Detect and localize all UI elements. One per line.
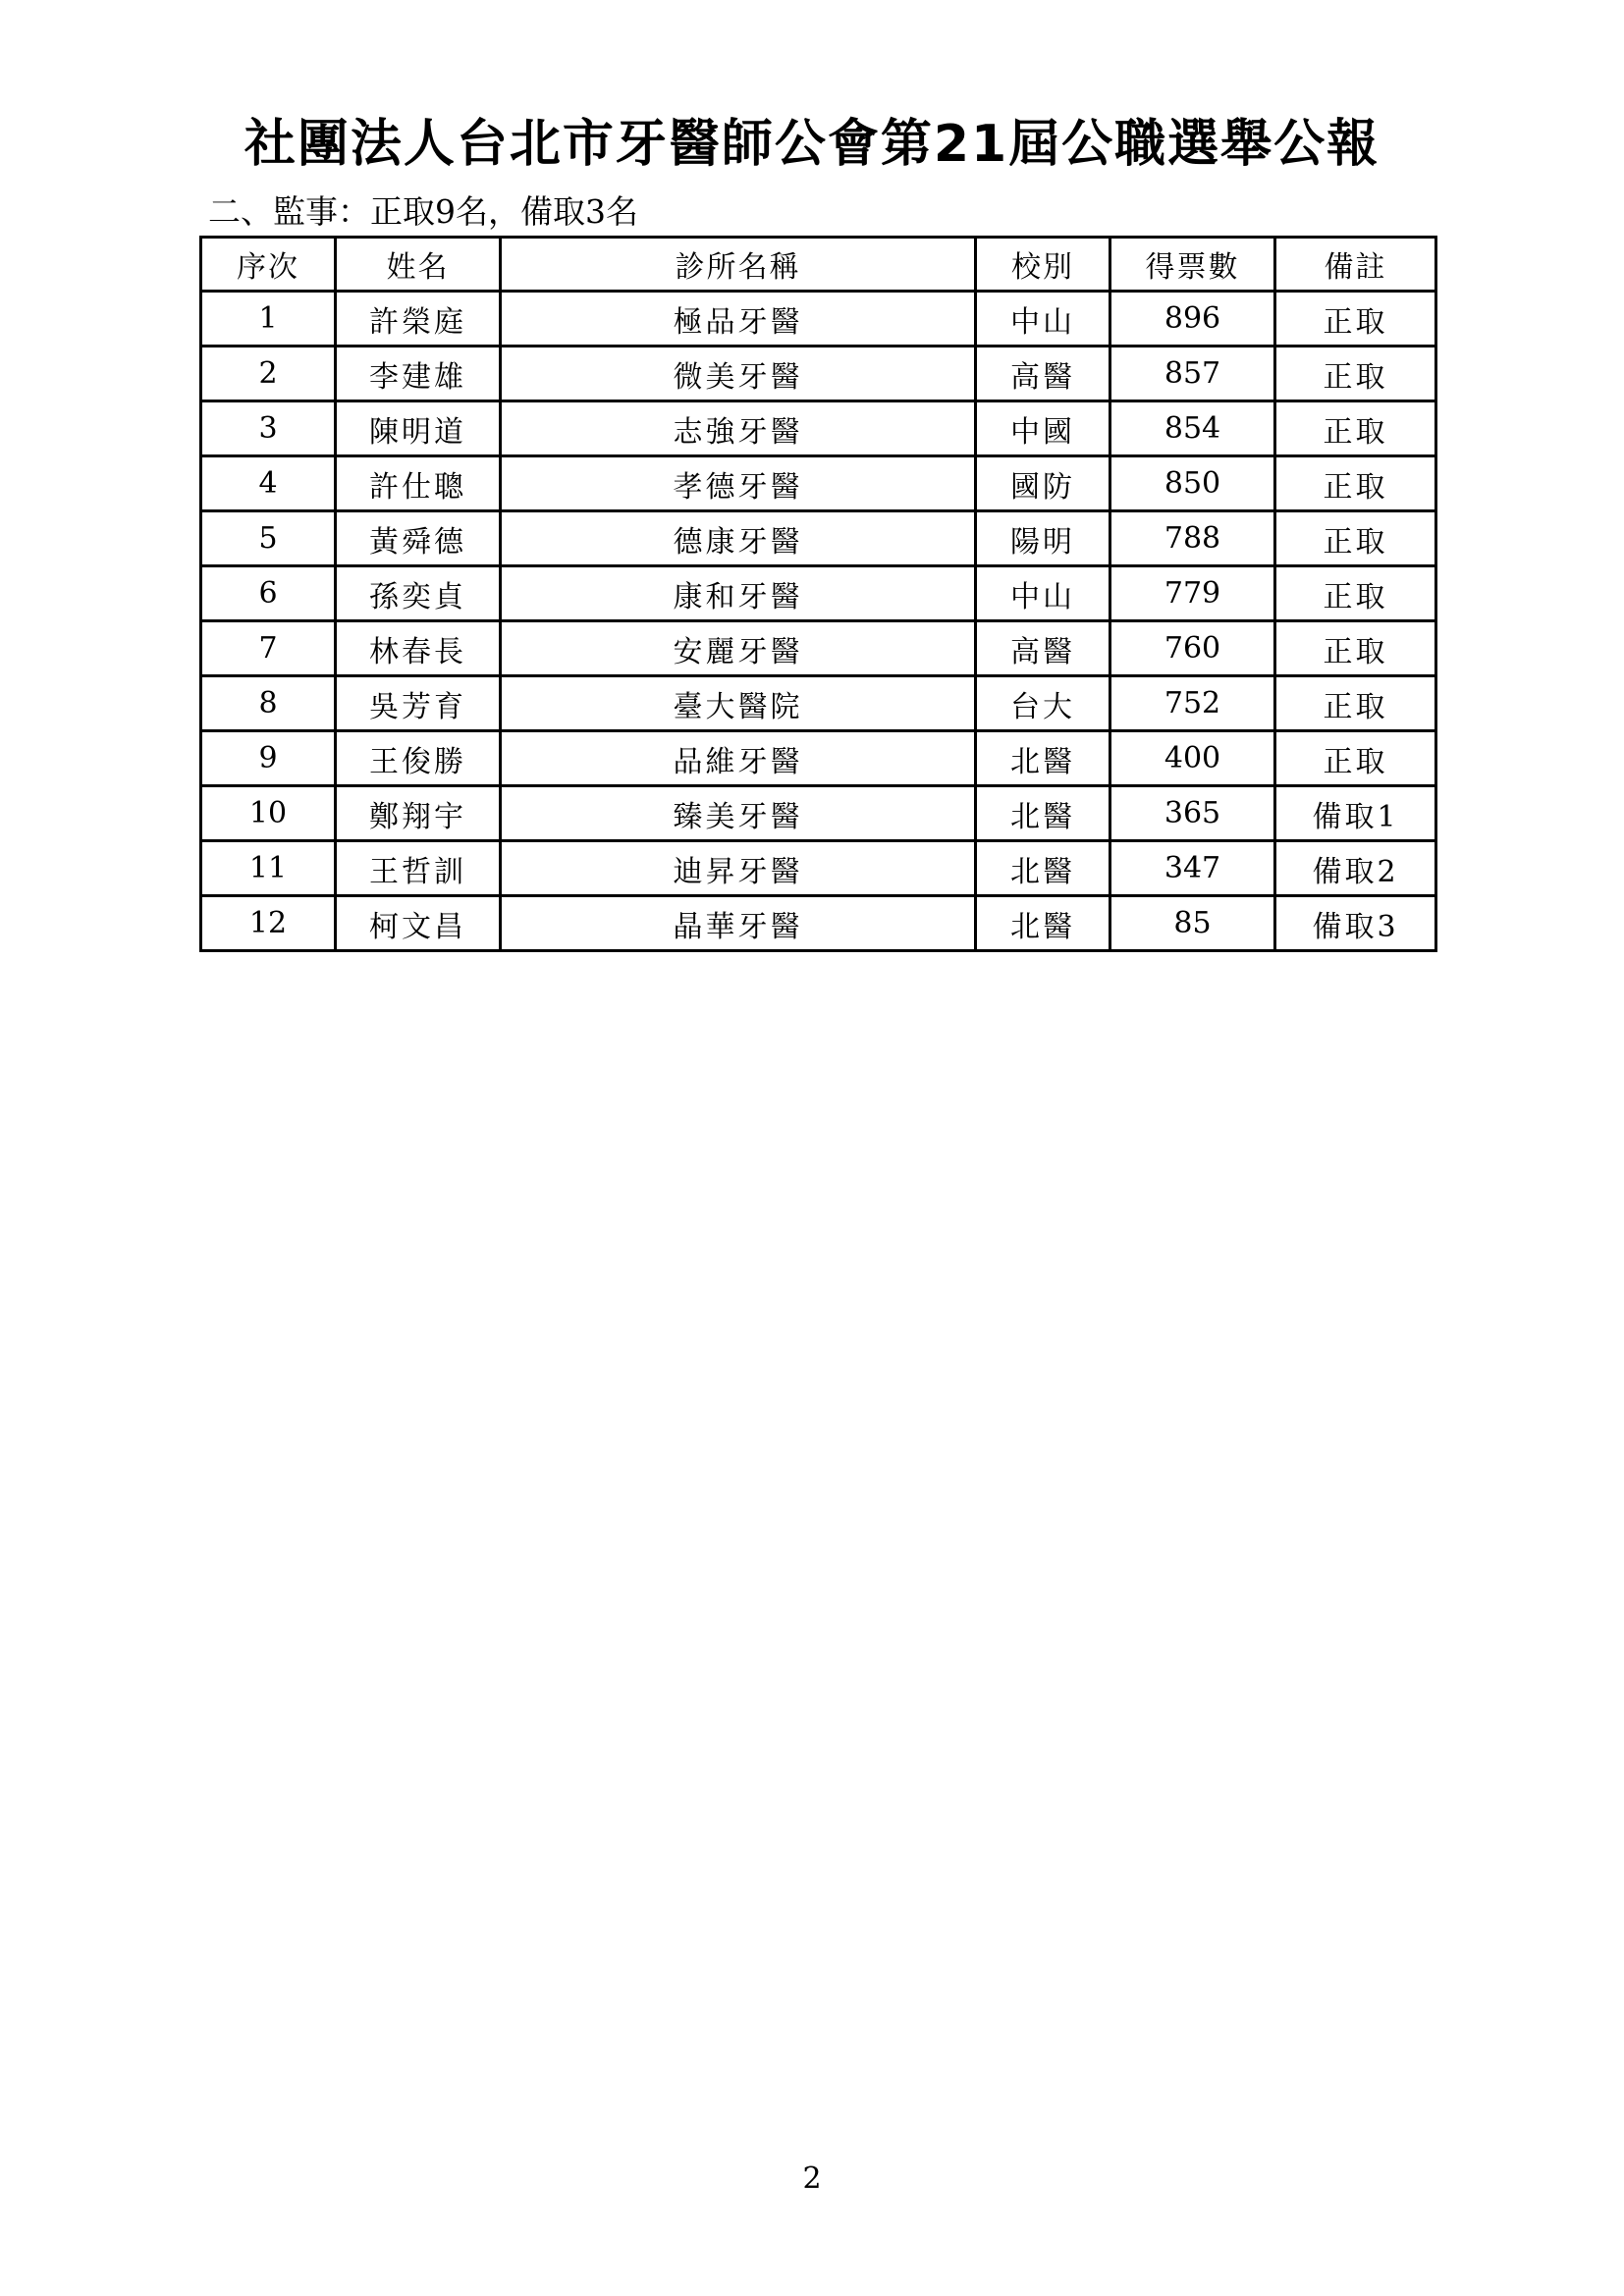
header-name: 姓名: [336, 238, 501, 292]
cell-rank: 1: [201, 292, 336, 347]
table-row: [201, 841, 1436, 896]
cell-name: 李建雄: [336, 347, 501, 401]
cell-school: 北醫: [976, 896, 1110, 951]
cell-votes: 779: [1110, 566, 1275, 621]
table-body: [201, 292, 1436, 951]
cell-clinic: 極品牙醫: [501, 292, 976, 347]
cell-votes: 760: [1110, 621, 1275, 676]
cell-school: 北醫: [976, 841, 1110, 896]
cell-clinic: 德康牙醫: [501, 511, 976, 566]
table-row: [201, 786, 1436, 841]
cell-school: 中山: [976, 292, 1110, 347]
cell-rank: 10: [201, 786, 336, 841]
table-row: [201, 566, 1436, 621]
cell-rank: 11: [201, 841, 336, 896]
cell-school: 北醫: [976, 786, 1110, 841]
cell-clinic: 孝德牙醫: [501, 456, 976, 511]
table-row: [201, 456, 1436, 511]
cell-remarks: 正取: [1275, 511, 1436, 566]
table-row: [201, 621, 1436, 676]
cell-clinic: 臻美牙醫: [501, 786, 976, 841]
cell-rank: 12: [201, 896, 336, 951]
header-rank: 序次: [201, 238, 336, 292]
cell-clinic: 迪昇牙醫: [501, 841, 976, 896]
cell-clinic: 微美牙醫: [501, 347, 976, 401]
cell-name: 王哲訓: [336, 841, 501, 896]
header-school: 校別: [976, 238, 1110, 292]
cell-remarks: 備取1: [1275, 786, 1436, 841]
cell-remarks: 正取: [1275, 292, 1436, 347]
cell-rank: 2: [201, 347, 336, 401]
cell-rank: 4: [201, 456, 336, 511]
cell-remarks: 正取: [1275, 456, 1436, 511]
cell-votes: 365: [1110, 786, 1275, 841]
cell-name: 吳芳育: [336, 676, 501, 731]
header-clinic: 診所名稱: [501, 238, 976, 292]
cell-votes: 857: [1110, 347, 1275, 401]
cell-remarks: 正取: [1275, 347, 1436, 401]
cell-clinic: 康和牙醫: [501, 566, 976, 621]
cell-name: 黃舜德: [336, 511, 501, 566]
cell-remarks: 正取: [1275, 676, 1436, 731]
cell-votes: 400: [1110, 731, 1275, 786]
cell-school: 中山: [976, 566, 1110, 621]
cell-clinic: 晶華牙醫: [501, 896, 976, 951]
cell-rank: 5: [201, 511, 336, 566]
cell-clinic: 志強牙醫: [501, 401, 976, 456]
page-number: 2: [802, 2162, 822, 2196]
cell-remarks: 正取: [1275, 401, 1436, 456]
table-row: [201, 347, 1436, 401]
cell-rank: 6: [201, 566, 336, 621]
cell-rank: 7: [201, 621, 336, 676]
cell-school: 陽明: [976, 511, 1110, 566]
cell-votes: 752: [1110, 676, 1275, 731]
cell-school: 中國: [976, 401, 1110, 456]
cell-school: 國防: [976, 456, 1110, 511]
cell-school: 高醫: [976, 347, 1110, 401]
cell-name: 孫奕貞: [336, 566, 501, 621]
cell-school: 高醫: [976, 621, 1110, 676]
table-row: [201, 511, 1436, 566]
cell-votes: 896: [1110, 292, 1275, 347]
header-remarks: 備註: [1275, 238, 1436, 292]
table-header-row: [201, 238, 1436, 292]
cell-clinic: 安麗牙醫: [501, 621, 976, 676]
cell-name: 鄭翔宇: [336, 786, 501, 841]
cell-name: 許榮庭: [336, 292, 501, 347]
cell-clinic: 品維牙醫: [501, 731, 976, 786]
cell-name: 柯文昌: [336, 896, 501, 951]
cell-remarks: 備取2: [1275, 841, 1436, 896]
cell-name: 林春長: [336, 621, 501, 676]
cell-school: 北醫: [976, 731, 1110, 786]
page-title: 社團法人台北市牙醫師公會第21屆公職選舉公報: [244, 115, 1380, 174]
section-heading: 二、監事：正取9名，備取3名: [208, 192, 638, 231]
cell-votes: 85: [1110, 896, 1275, 951]
table-row: [201, 676, 1436, 731]
cell-name: 許仕聰: [336, 456, 501, 511]
cell-votes: 347: [1110, 841, 1275, 896]
table-row: [201, 731, 1436, 786]
cell-remarks: 正取: [1275, 731, 1436, 786]
table-row: [201, 896, 1436, 951]
cell-rank: 3: [201, 401, 336, 456]
cell-remarks: 備取3: [1275, 896, 1436, 951]
cell-remarks: 正取: [1275, 621, 1436, 676]
cell-rank: 8: [201, 676, 336, 731]
cell-votes: 850: [1110, 456, 1275, 511]
table-row: [201, 401, 1436, 456]
cell-remarks: 正取: [1275, 566, 1436, 621]
cell-name: 王俊勝: [336, 731, 501, 786]
election-results-table: [199, 236, 1437, 952]
cell-rank: 9: [201, 731, 336, 786]
cell-votes: 788: [1110, 511, 1275, 566]
header-votes: 得票數: [1110, 238, 1275, 292]
cell-school: 台大: [976, 676, 1110, 731]
cell-votes: 854: [1110, 401, 1275, 456]
cell-clinic: 臺大醫院: [501, 676, 976, 731]
cell-name: 陳明道: [336, 401, 501, 456]
table-row: [201, 292, 1436, 347]
